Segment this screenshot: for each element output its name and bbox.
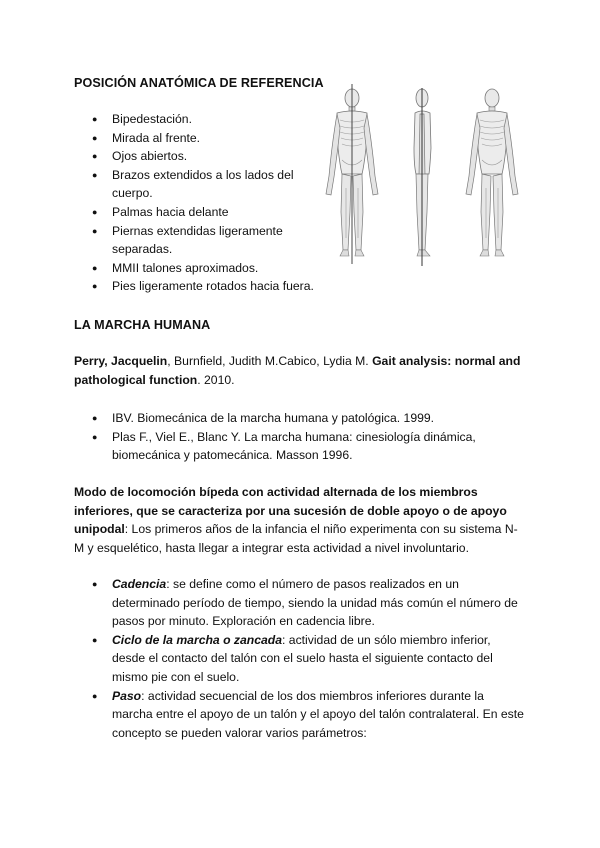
- anatomical-position-list: [92, 110, 314, 296]
- reference-list: [92, 409, 532, 465]
- list-item: ● Bipedestación.: [92, 110, 314, 129]
- list-item: ● Plas F., Viel E., Blanc Y. La marcha humana: cinesiología dinámica, biomecánica y patomecánica. Masson 1996.: [92, 428, 532, 465]
- list-item: ● IBV. Biomecánica de la marcha humana y patológica. 1999.: [92, 409, 532, 428]
- list-item: ● MMII talones aproximados.: [92, 259, 314, 278]
- list-item: ● Palmas hacia delante: [92, 203, 314, 222]
- term-gait-cycle: Ciclo de la marcha o zancada: [112, 632, 283, 647]
- list-item: [92, 575, 524, 631]
- list-item: ● Pies ligeramente rotados hacia fuera.: [92, 277, 314, 296]
- ref-year: . 2010.: [197, 372, 235, 387]
- ref-title: Gait analysis: normal and pathological function: [74, 354, 521, 387]
- ref-authors: , Burnfield, Judith M.Cabico, Lydia M.: [167, 354, 373, 368]
- list-item: ● Brazos extendidos a los lados del cuerpo.: [92, 166, 314, 203]
- term-gait-cycle-def: : actividad de un sólo miembro inferior, desde el contacto del talón con el suelo hasta el siguiente contacto del mismo pie con el suelo.: [112, 632, 493, 684]
- gait-terms-list: [92, 575, 524, 742]
- list-item: [92, 687, 524, 743]
- term-step-def: : actividad secuencial de los dos miembros inferiores durante la marcha entre el apoyo de un talón y el apoyo del talón contralateral. En este concepto se pueden valorar varios parámetros:: [112, 688, 524, 740]
- term-step: Paso: [112, 688, 142, 703]
- gait-definition-rest: : Los primeros años de la infancia el niño experimenta con su sistema N-M y esquelético, hasta llegar a integrar esta actividad a nivel involuntario.: [74, 522, 518, 555]
- ref-author: Perry, Jacquelin: [74, 354, 168, 368]
- list-item: ● Mirada al frente.: [92, 129, 314, 148]
- section-title-gait: LA MARCHA HUMANA: [74, 318, 211, 332]
- gait-definition: [74, 483, 526, 557]
- anatomical-position-figure: [318, 82, 530, 268]
- term-cadence: Cadencia: [112, 577, 167, 591]
- term-cadence-def: : se define como el número de pasos realizados en un determinado período de tiempo, siendo la unidad más común el número de pasos por minuto. Exploración en cadencia libre.: [112, 577, 518, 629]
- list-item: [92, 631, 524, 687]
- list-item: ● Piernas extendidas ligeramente separadas.: [92, 222, 314, 259]
- section-title-anatomical-position: POSICIÓN ANATÓMICA DE REFERENCIA: [74, 76, 324, 90]
- list-item: ● Ojos abiertos.: [92, 147, 314, 166]
- gait-definition-bold: Modo de locomoción bípeda con actividad alternada de los miembros inferiores, que se caracteriza por una sucesión de doble apoyo o de apoyo unipodal: [74, 485, 507, 537]
- primary-reference: [74, 352, 528, 389]
